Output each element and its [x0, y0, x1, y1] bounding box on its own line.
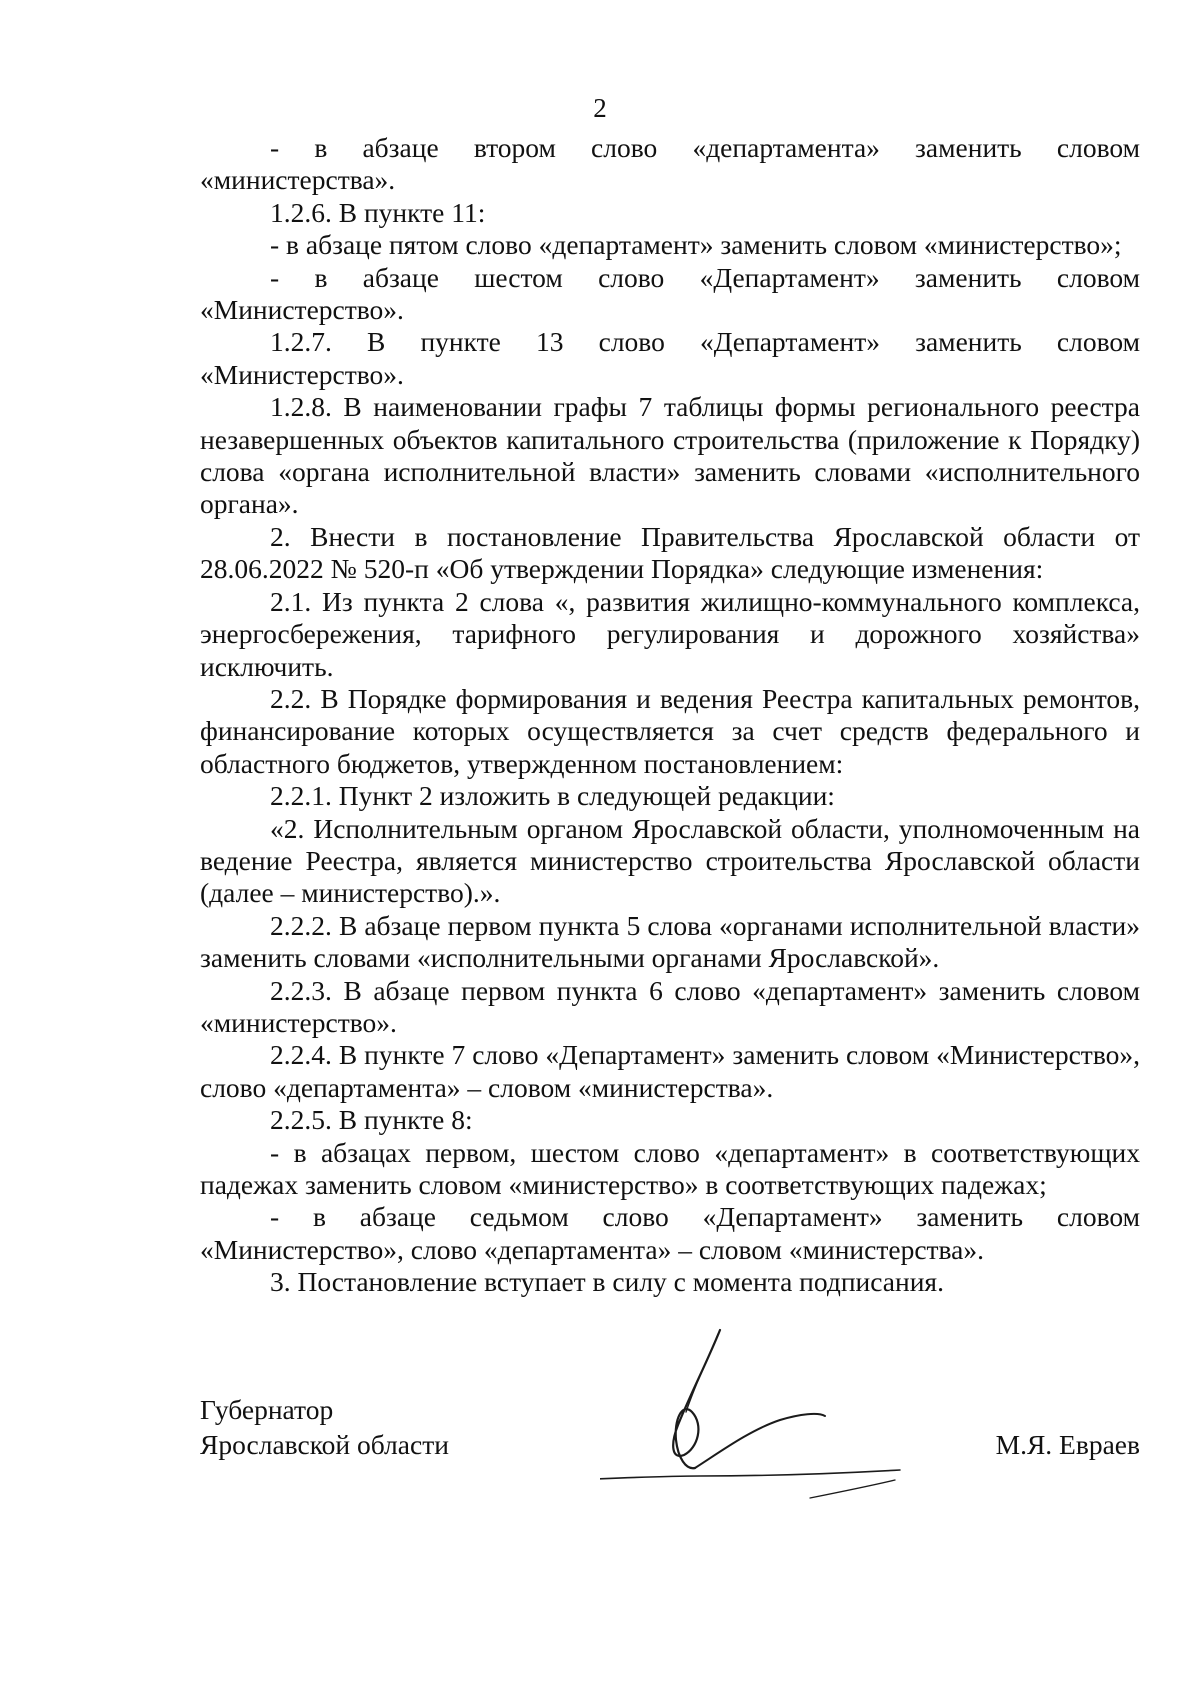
paragraph: 2.2. В Порядке формирования и ведения Реестра капитальных ремонтов, финансирование которых осуществляется за счет средств федерального и областного бюджетов, утвержденном постановлением:: [200, 682, 1140, 779]
paragraph: 2.2.4. В пункте 7 слово «Департамент» заменить словом «Министерство», слово «департамента» – словом «министерства».: [200, 1039, 1140, 1103]
signatory-title-line2: Ярославской области: [200, 1429, 449, 1460]
signature-block: [200, 1392, 1140, 1512]
signatory-name: М.Я. Евраев: [995, 1429, 1140, 1460]
paragraph: - в абзаце седьмом слово «Департамент» заменить словом «Министерство», слово «департамента» – словом «министерства».: [200, 1201, 1140, 1265]
paragraph: 2.1. Из пункта 2 слова «, развития жилищно-коммунального комплекса, энергосбережения, тарифного регулирования и дорожного хозяйства» исключить.: [200, 585, 1140, 682]
paragraph: - в абзаце шестом слово «Департамент» заменить словом «Министерство».: [200, 261, 1140, 326]
paragraph: 1.2.7. В пункте 13 слово «Департамент» заменить словом «Министерство».: [200, 326, 1140, 390]
paragraph: 1.2.8. В наименовании графы 7 таблицы формы регионального реестра незавершенных объектов капитального строительства (приложение к Порядку) слова «органа исполнительной власти» заменить словами «исполнительного органа».: [200, 391, 1140, 520]
paragraph: 2.2.1. Пункт 2 изложить в следующей редакции:: [270, 780, 835, 812]
paragraph: 2.2.5. В пункте 8:: [270, 1104, 473, 1136]
paragraph: - в абзацах первом, шестом слово «департамент» в соответствующих падежах заменить словом «министерство» в соответствующих падежах;: [200, 1136, 1140, 1200]
paragraph: 3. Постановление вступает в силу с момента подписания.: [270, 1266, 944, 1298]
paragraph: - в абзаце втором слово «департамента» заменить словом «министерства».: [200, 132, 1140, 196]
signatory-title: [200, 1392, 449, 1462]
paragraph: «2. Исполнительным органом Ярославской области, уполномоченным на ведение Реестра, является министерство строительства Ярославской области (далее – министерство).».: [200, 812, 1140, 909]
paragraph: 2.2.3. В абзаце первом пункта 6 слово «департамент» заменить словом «министерство».: [200, 974, 1140, 1038]
page-number: 2: [593, 93, 607, 123]
paragraph: 1.2.6. В пункте 11:: [270, 196, 486, 228]
signatory-title-line1: Губернатор: [200, 1394, 334, 1425]
paragraph: 2.2.2. В абзаце первом пункта 5 слова «органами исполнительной власти» заменить словами «исполнительными органами Ярославской».: [200, 909, 1140, 974]
paragraph: - в абзаце пятом слово «департамент» заменить словом «министерство»;: [270, 229, 1122, 261]
paragraph: 2. Внести в постановление Правительства Ярославской области от 28.06.2022 № 520-п «Об утверждении Порядка» следующие изменения:: [200, 520, 1140, 585]
document-body: [200, 132, 1140, 1299]
